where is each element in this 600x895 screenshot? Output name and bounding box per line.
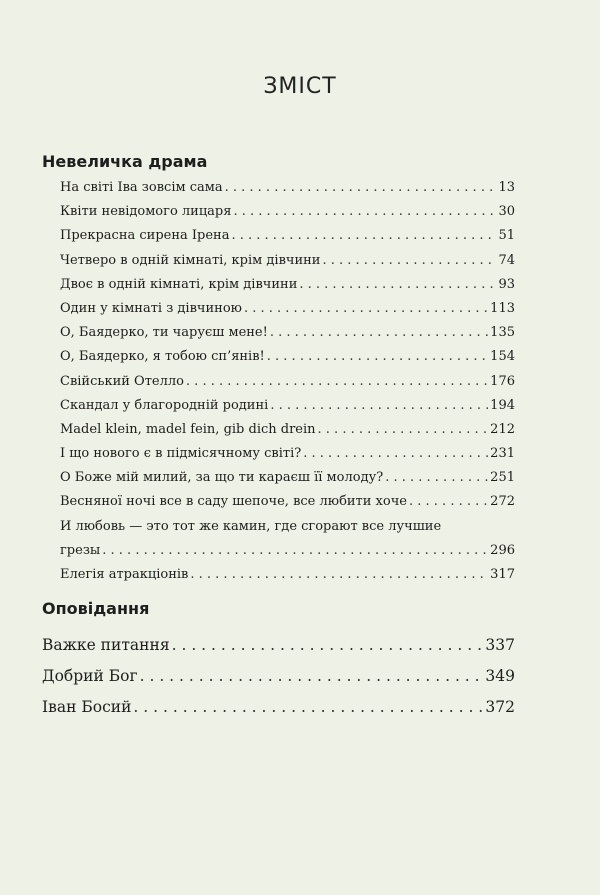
toc-entry bbox=[60, 273, 515, 297]
toc-entry-page: 251 bbox=[490, 470, 515, 486]
toc-entry-title: Елегія атракціонів bbox=[60, 567, 189, 582]
dot-leader bbox=[102, 539, 488, 563]
toc-entry bbox=[60, 418, 515, 442]
toc-entry-title: И любовь — это тот же камин, где сгорают все лучшие bbox=[60, 518, 442, 534]
toc-entry-title: Важке питання bbox=[42, 636, 170, 654]
toc-entry-page: 337 bbox=[485, 636, 515, 654]
toc-entry bbox=[60, 200, 515, 224]
toc-entry bbox=[60, 345, 515, 369]
toc-entry bbox=[42, 692, 515, 723]
toc-entry-title: О, Баядерко, я тобою сп’янів! bbox=[60, 349, 265, 365]
toc-entry-page: 372 bbox=[485, 698, 515, 716]
page-title: ЗМІСТ bbox=[263, 74, 337, 99]
toc-entry-page: 296 bbox=[490, 542, 515, 558]
toc-entry-page: 317 bbox=[490, 567, 515, 582]
toc-entry-page: 212 bbox=[490, 421, 515, 437]
dot-leader bbox=[190, 563, 488, 587]
toc-entry-title: Квіти невідомого лицаря bbox=[60, 204, 232, 220]
toc-entry-title: Прекрасна сирена Ірена bbox=[60, 228, 230, 244]
toc-entry-title: Добрий Бог bbox=[42, 667, 138, 685]
dot-leader bbox=[233, 200, 496, 224]
toc-entry-title: Іван Босий bbox=[42, 698, 132, 716]
dot-leader bbox=[303, 442, 488, 466]
toc-entry-title: Весняної ночі все в саду шепоче, все любити хоче bbox=[60, 494, 407, 510]
toc-list-stories bbox=[42, 630, 515, 723]
toc-entry-page: 135 bbox=[490, 325, 515, 341]
section-heading-stories: Оповідання bbox=[42, 599, 150, 618]
toc-entry-page: 176 bbox=[490, 373, 515, 389]
toc-entry-page: 30 bbox=[498, 204, 515, 220]
dot-leader bbox=[225, 176, 497, 200]
toc-entry bbox=[42, 630, 515, 661]
toc-entry bbox=[60, 370, 515, 394]
toc-list-drama bbox=[60, 176, 515, 587]
toc-entry bbox=[60, 249, 515, 273]
dot-leader bbox=[140, 661, 484, 692]
toc-entry-page: 51 bbox=[498, 228, 515, 244]
toc-entry-page: 194 bbox=[490, 397, 515, 413]
dot-leader bbox=[172, 630, 484, 661]
dot-leader bbox=[244, 297, 488, 321]
toc-entry-page: 74 bbox=[498, 252, 515, 268]
dot-leader bbox=[231, 224, 496, 248]
dot-leader bbox=[270, 321, 488, 345]
toc-entry-title-cont: грезы bbox=[60, 542, 101, 558]
toc-entry-page: 154 bbox=[490, 349, 515, 365]
toc-entry bbox=[60, 563, 515, 587]
dot-leader bbox=[270, 394, 488, 418]
toc-entry bbox=[60, 321, 515, 345]
section-heading-drama: Невеличка драма bbox=[42, 152, 208, 171]
toc-entry-title: Один у кімнаті з дівчиною bbox=[60, 300, 242, 316]
dot-leader bbox=[318, 418, 489, 442]
toc-entry-title: І що нового є в підмісячному світі? bbox=[60, 446, 302, 462]
toc-entry-line2 bbox=[60, 539, 515, 563]
toc-entry bbox=[60, 490, 515, 514]
dot-leader bbox=[409, 490, 488, 514]
dot-leader bbox=[186, 370, 488, 394]
toc-entry bbox=[60, 297, 515, 321]
toc-entry-title: Madel klein, madel fein, gib dich drein bbox=[60, 421, 316, 437]
toc-entry bbox=[60, 224, 515, 248]
toc-entry-title: Четверо в одній кімнаті, крім дівчини bbox=[60, 252, 321, 268]
toc-entry bbox=[60, 176, 515, 200]
dot-leader bbox=[322, 249, 496, 273]
toc-entry bbox=[60, 394, 515, 418]
dot-leader bbox=[385, 466, 488, 490]
toc-entry-page: 272 bbox=[490, 494, 515, 510]
toc-entry-title: На світі Іва зовсім сама bbox=[60, 180, 223, 195]
toc-entry-page: 349 bbox=[485, 667, 515, 685]
toc-entry-title: Двоє в одній кімнаті, крім дівчини bbox=[60, 276, 298, 292]
toc-entry-page: 93 bbox=[498, 276, 515, 292]
dot-leader bbox=[133, 692, 483, 723]
dot-leader bbox=[299, 273, 496, 297]
toc-entry-page: 13 bbox=[498, 180, 515, 195]
toc-entry-title: О Боже мій милий, за що ти караєш її молоду? bbox=[60, 470, 384, 486]
toc-entry-title: Свійський Отелло bbox=[60, 373, 184, 389]
toc-entry-page: 231 bbox=[490, 446, 515, 462]
toc-entry bbox=[60, 466, 515, 490]
dot-leader bbox=[267, 345, 488, 369]
toc-entry-title: О, Баядерко, ти чаруєш мене! bbox=[60, 325, 268, 341]
toc-entry bbox=[60, 442, 515, 466]
toc-entry bbox=[42, 661, 515, 692]
toc-entry-page: 113 bbox=[490, 300, 515, 316]
toc-entry bbox=[60, 515, 515, 563]
toc-entry-title: Скандал у благородній родині bbox=[60, 397, 269, 413]
